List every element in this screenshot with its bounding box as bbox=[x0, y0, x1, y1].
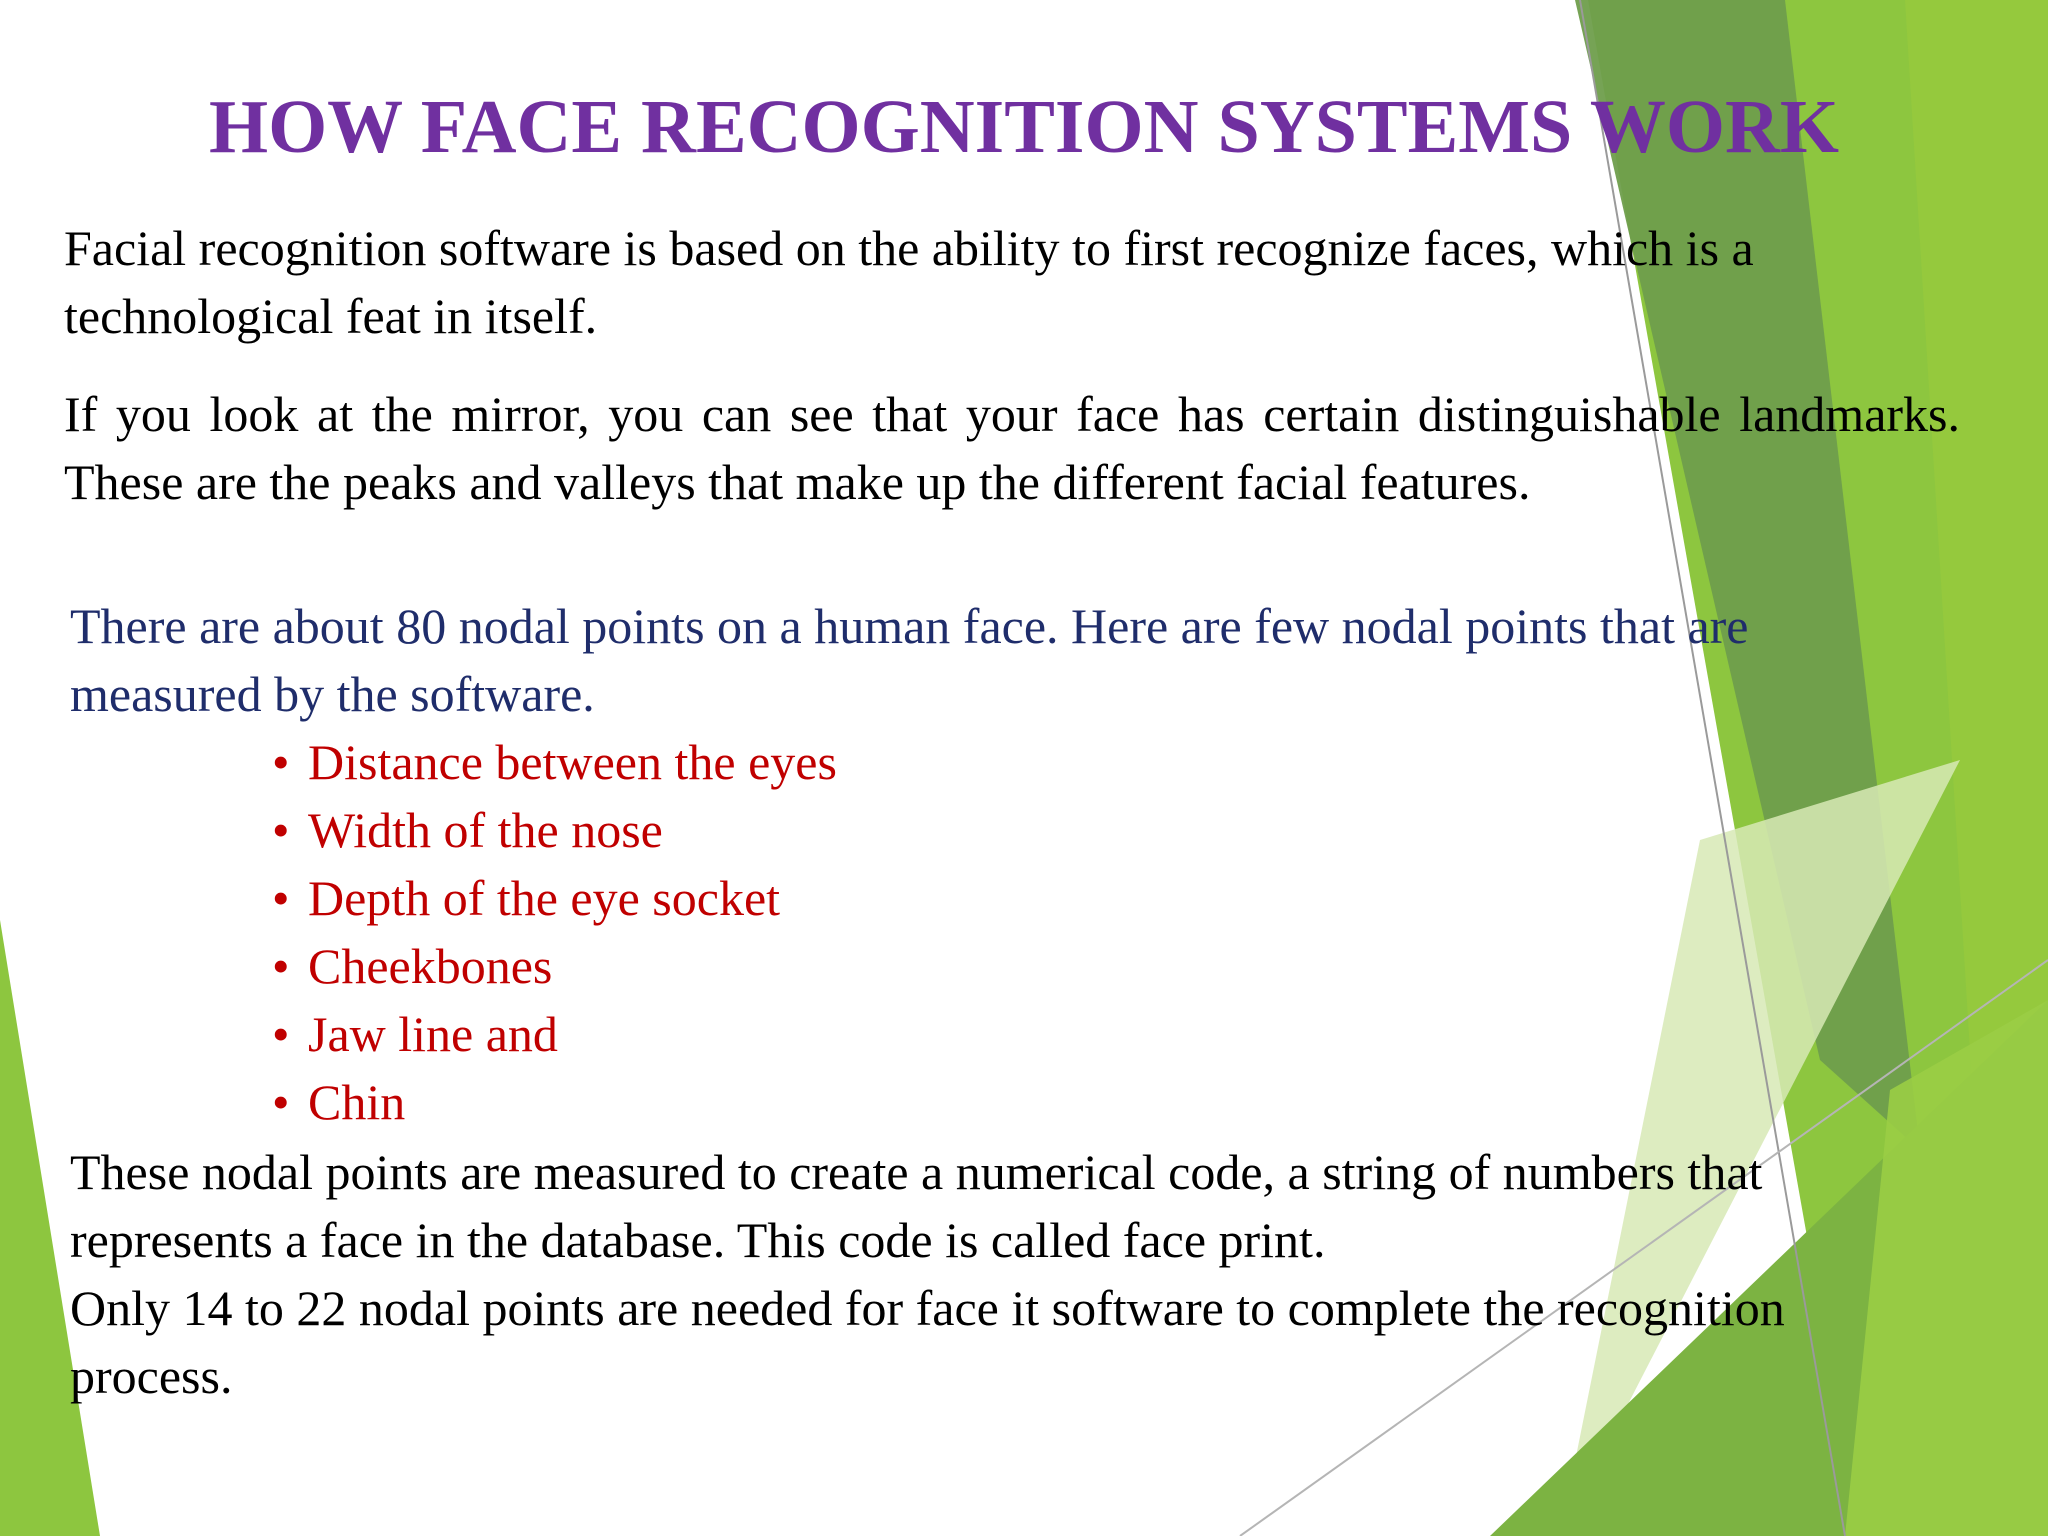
slide-title: HOW FACE RECOGNITION SYSTEMS WORK bbox=[208, 85, 1840, 169]
list-item-text: Width of the nose bbox=[308, 802, 663, 858]
list-item-text: Distance between the eyes bbox=[308, 734, 837, 790]
list-item bbox=[272, 1068, 837, 1136]
face-print-paragraph: These nodal points are measured to create a numerical code, a string of numbers that represents a face in the database. This code is called face print. bbox=[70, 1144, 1763, 1268]
bullet-marker: • bbox=[272, 938, 290, 994]
list-item-text: Cheekbones bbox=[308, 938, 553, 994]
list-item bbox=[272, 932, 837, 1000]
mirror-paragraph: If you look at the mirror, you can see that your face has certain distinguishable landmarks. These are the peaks and valleys that make up the different facial features. bbox=[64, 386, 1960, 510]
intro-paragraph: Facial recognition software is based on the ability to first recognize faces, which is a technological feat in itself. bbox=[64, 220, 1754, 344]
list-item bbox=[272, 728, 837, 796]
bullet-marker: • bbox=[272, 870, 290, 926]
nodal-count-paragraph: Only 14 to 22 nodal points are needed for face it software to complete the recognition process. bbox=[70, 1280, 1785, 1404]
bullet-marker: • bbox=[272, 1074, 290, 1130]
nodal-points-intro: There are about 80 nodal points on a human face. Here are few nodal points that are measured by the software. bbox=[70, 598, 1749, 722]
bullet-marker: • bbox=[272, 1006, 290, 1062]
nodal-points-list bbox=[272, 728, 837, 1136]
list-item bbox=[272, 1000, 837, 1068]
bullet-marker: • bbox=[272, 734, 290, 790]
list-item-text: Depth of the eye socket bbox=[308, 870, 781, 926]
list-item-text: Jaw line and bbox=[308, 1006, 558, 1062]
list-item bbox=[272, 864, 837, 932]
bullet-marker: • bbox=[272, 802, 290, 858]
list-item-text: Chin bbox=[308, 1074, 406, 1130]
list-item bbox=[272, 796, 837, 864]
